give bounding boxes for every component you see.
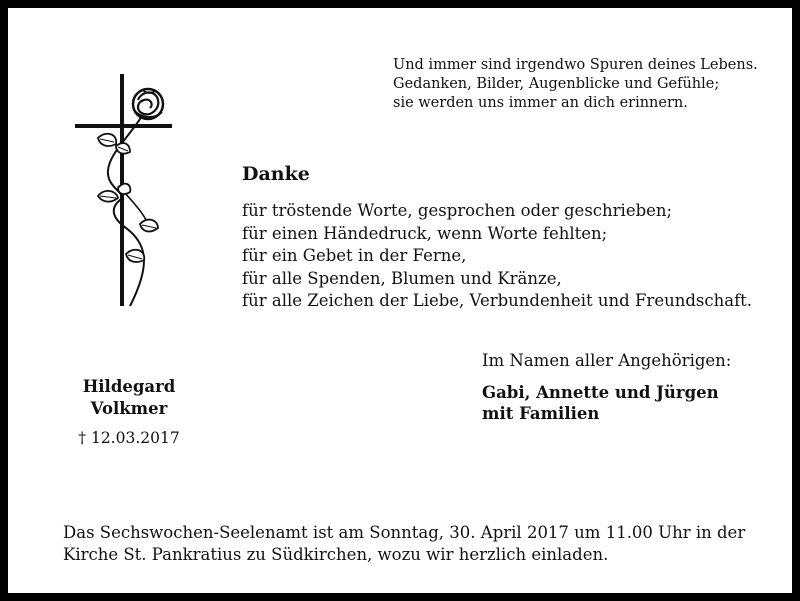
signers-line: mit Familien [482, 404, 600, 423]
thanks-line: für alle Spenden, Blumen und Kränze, [242, 268, 562, 288]
thanks-line: für ein Gebet in der Ferne, [242, 246, 467, 265]
thanks-line: für einen Händedruck, wenn Worte fehlten; [242, 223, 608, 243]
thanks-line: für tröstende Worte, gesprochen oder geschrieben; [242, 201, 673, 220]
notice-line: Kirche St. Pankratius zu Südkirchen, wozu wir herzlich einladen. [63, 545, 609, 564]
deceased-name [64, 376, 194, 420]
cross-with-rose-icon [68, 68, 178, 313]
deceased-first-name: Hildegard [82, 377, 176, 396]
poem-line: Gedanken, Bilder, Augenblicke und Gefühle; [393, 76, 720, 92]
thanks-title: Danke [242, 163, 310, 185]
signers-line: Gabi, Annette und Jürgen [482, 383, 719, 402]
thanks-line: für alle Zeichen der Liebe, Verbundenheit und Freundschaft. [242, 291, 753, 310]
death-date: † 12.03.2017 [78, 429, 180, 447]
poem-line: Und immer sind irgendwo Spuren deines Lebens. [393, 57, 758, 73]
mass-notice [63, 522, 763, 566]
notice-line: Das Sechswochen-Seelenamt ist am Sonntag, 30. April 2017 um 11.00 Uhr in der [63, 523, 746, 542]
thanks-list [242, 200, 752, 313]
poem-line: sie werden uns immer an dich erinnern. [393, 95, 688, 111]
poem [393, 56, 793, 113]
on-behalf-text: Im Namen aller Angehörigen: [482, 351, 732, 370]
deceased-last-name: Volkmer [90, 399, 168, 418]
signers [482, 382, 719, 424]
